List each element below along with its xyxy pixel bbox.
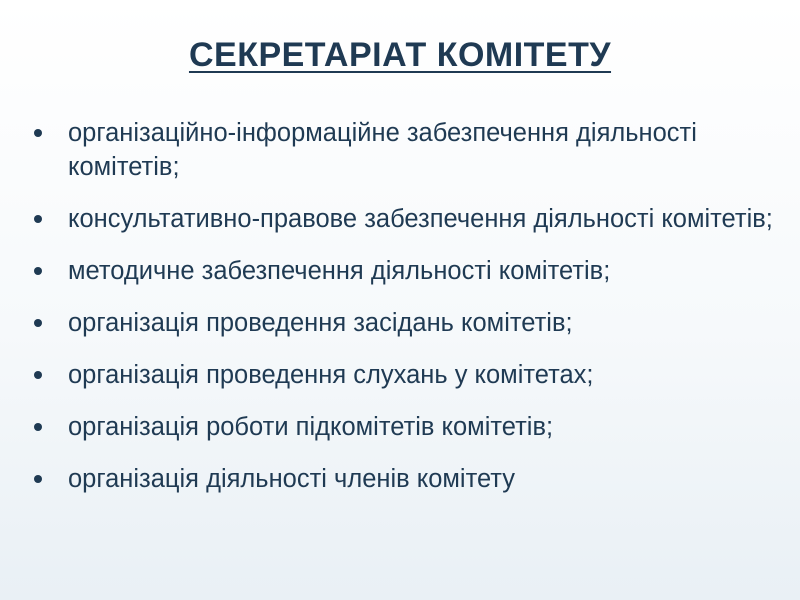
bullet-dot-icon (34, 423, 42, 431)
bullet-text: консультативно-правове забезпечення діяльності комітетів; (68, 205, 773, 233)
bullet-text: організація роботи підкомітетів комітетів; (68, 413, 554, 441)
bullet-dot-icon (34, 215, 42, 223)
bullet-dot-icon (34, 475, 42, 483)
bullet-item (30, 306, 775, 340)
bullet-text: організаційно-інформаційне забезпечення діяльності комітетів; (68, 119, 697, 181)
bullet-list (30, 116, 775, 514)
bullet-item (30, 202, 775, 236)
bullet-dot-icon (34, 371, 42, 379)
bullet-item (30, 358, 775, 392)
bullet-dot-icon (34, 267, 42, 275)
bullet-item (30, 462, 775, 496)
bullet-item (30, 254, 775, 288)
bullet-item (30, 410, 775, 444)
bullet-text: організація проведення слухань у комітетах; (68, 361, 594, 389)
bullet-dot-icon (34, 319, 42, 327)
slide-title: СЕКРЕТАРІАТ КОМІТЕТУ (188, 36, 612, 74)
bullet-dot-icon (34, 129, 42, 137)
bullet-text: методичне забезпечення діяльності комітетів; (68, 257, 611, 285)
bullet-item (30, 116, 775, 184)
bullet-text: організація проведення засідань комітетів; (68, 309, 573, 337)
bullet-text: організація діяльності членів комітету (68, 465, 516, 493)
